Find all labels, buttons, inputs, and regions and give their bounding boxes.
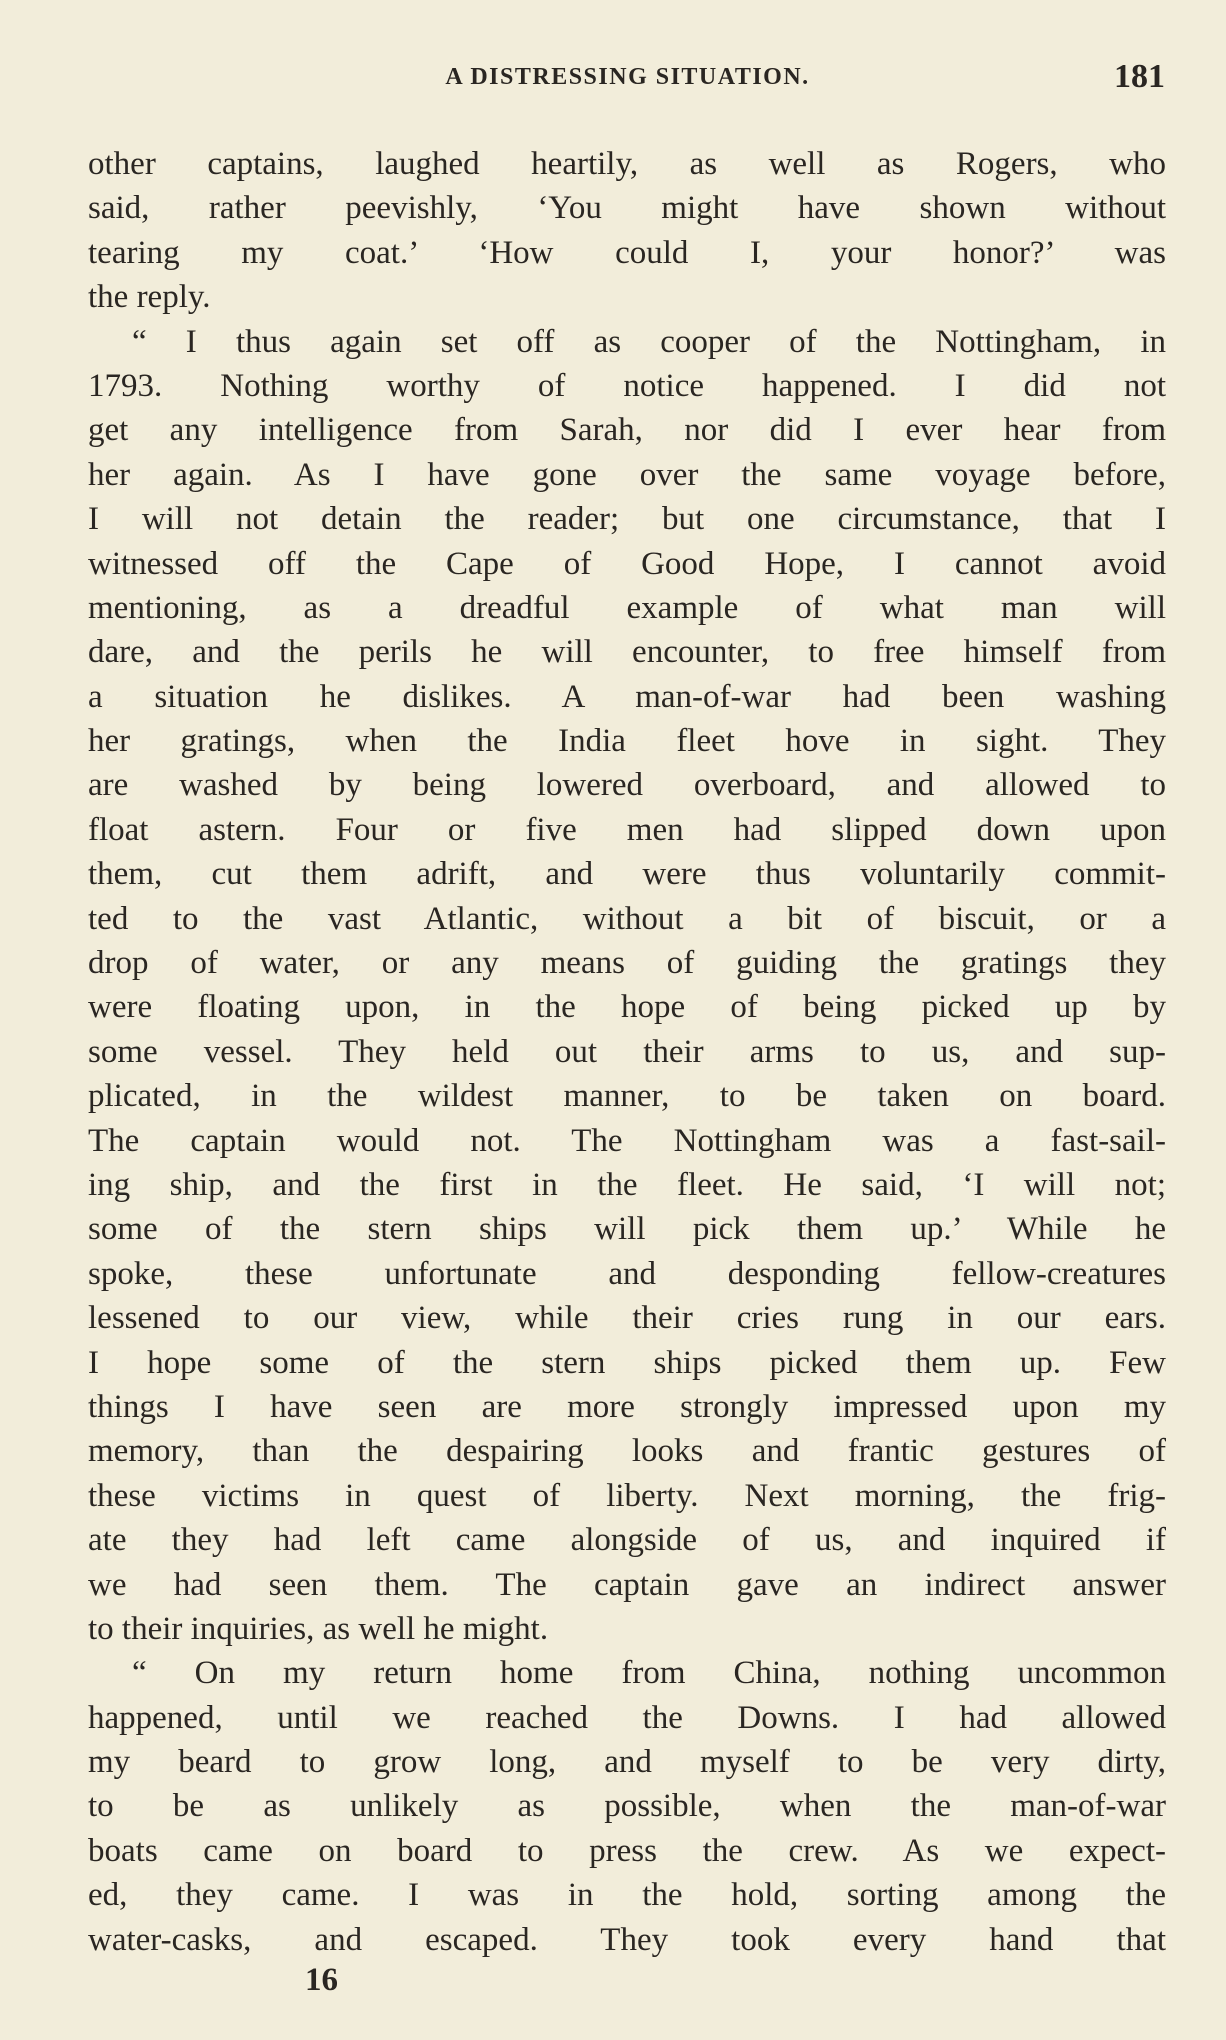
text-line: her gratings, when the India fleet hove in sight. They (88, 723, 1166, 760)
text-line: boats came on board to press the crew. As we expect- (88, 1832, 1166, 1869)
text-line: I will not detain the reader; but one circumstance, that I (88, 501, 1166, 538)
text-line: lessened to our view, while their cries rung in our ears. (88, 1300, 1166, 1337)
text-line: The captain would not. The Nottingham was a fast-sail- (88, 1122, 1166, 1159)
text-line: happened, until we reached the Downs. I had allowed (88, 1699, 1166, 1736)
text-line: some vessel. They held out their arms to us, and sup- (88, 1033, 1166, 1070)
text-line: “ On my return home from China, nothing uncommon (132, 1655, 1166, 1692)
text-line: drop of water, or any means of guiding the gratings they (88, 945, 1166, 982)
text-line: to be as unlikely as possible, when the man-of-war (88, 1788, 1166, 1825)
running-title: A DISTRESSING SITUATION. (445, 64, 810, 90)
text-line: my beard to grow long, and myself to be very dirty, (88, 1744, 1166, 1781)
text-line: the reply. (88, 279, 211, 316)
text-line: memory, than the despairing looks and frantic gestures of (88, 1433, 1166, 1470)
text-line: I hope some of the stern ships picked them up. Few (88, 1344, 1166, 1381)
text-line: her again. As I have gone over the same voyage before, (88, 456, 1166, 493)
text-line: said, rather peevishly, ‘You might have shown without (88, 190, 1166, 227)
page-number: 181 (1114, 58, 1165, 95)
text-line: “ I thus again set off as cooper of the Nottingham, in (132, 323, 1166, 360)
signature-mark: 16 (305, 1962, 338, 1998)
body-text (88, 142, 1166, 1962)
text-line: get any intelligence from Sarah, nor did I ever hear from (88, 412, 1166, 449)
text-line: water-casks, and escaped. They took every hand that (88, 1921, 1166, 1958)
text-line: witnessed off the Cape of Good Hope, I cannot avoid (88, 545, 1166, 582)
page-header (90, 58, 1165, 98)
text-line: we had seen them. The captain gave an indirect answer (88, 1566, 1166, 1603)
text-line: these victims in quest of liberty. Next morning, the frig- (88, 1477, 1166, 1514)
text-line: float astern. Four or five men had slipped down upon (88, 811, 1166, 848)
text-line: spoke, these unfortunate and desponding fellow-creatures (88, 1255, 1166, 1292)
text-line: them, cut them adrift, and were thus voluntarily commit- (88, 856, 1166, 893)
text-line: are washed by being lowered overboard, and allowed to (88, 767, 1166, 804)
text-line: 1793. Nothing worthy of notice happened. I did not (88, 367, 1166, 404)
text-line: tearing my coat.’ ‘How could I, your honor?’ was (88, 234, 1166, 271)
text-line: other captains, laughed heartily, as well as Rogers, who (88, 146, 1166, 182)
text-line: mentioning, as a dreadful example of what man will (88, 589, 1166, 626)
text-line: ted to the vast Atlantic, without a bit of biscuit, or a (88, 900, 1166, 937)
text-line: ing ship, and the first in the fleet. He said, ‘I will not; (88, 1166, 1166, 1203)
text-line: some of the stern ships will pick them up.’ While he (88, 1211, 1166, 1248)
text-line: were floating upon, in the hope of being picked up by (88, 989, 1166, 1026)
text-line: things I have seen are more strongly impressed upon my (88, 1388, 1166, 1425)
text-line: plicated, in the wildest manner, to be taken on board. (88, 1078, 1166, 1115)
text-line: ate they had left came alongside of us, and inquired if (88, 1522, 1166, 1559)
text-line: a situation he dislikes. A man-of-war had been washing (88, 678, 1166, 715)
text-line: ed, they came. I was in the hold, sorting among the (88, 1877, 1166, 1914)
text-line: to their inquiries, as well he might. (88, 1610, 549, 1647)
text-line: dare, and the perils he will encounter, to free himself from (88, 634, 1166, 671)
